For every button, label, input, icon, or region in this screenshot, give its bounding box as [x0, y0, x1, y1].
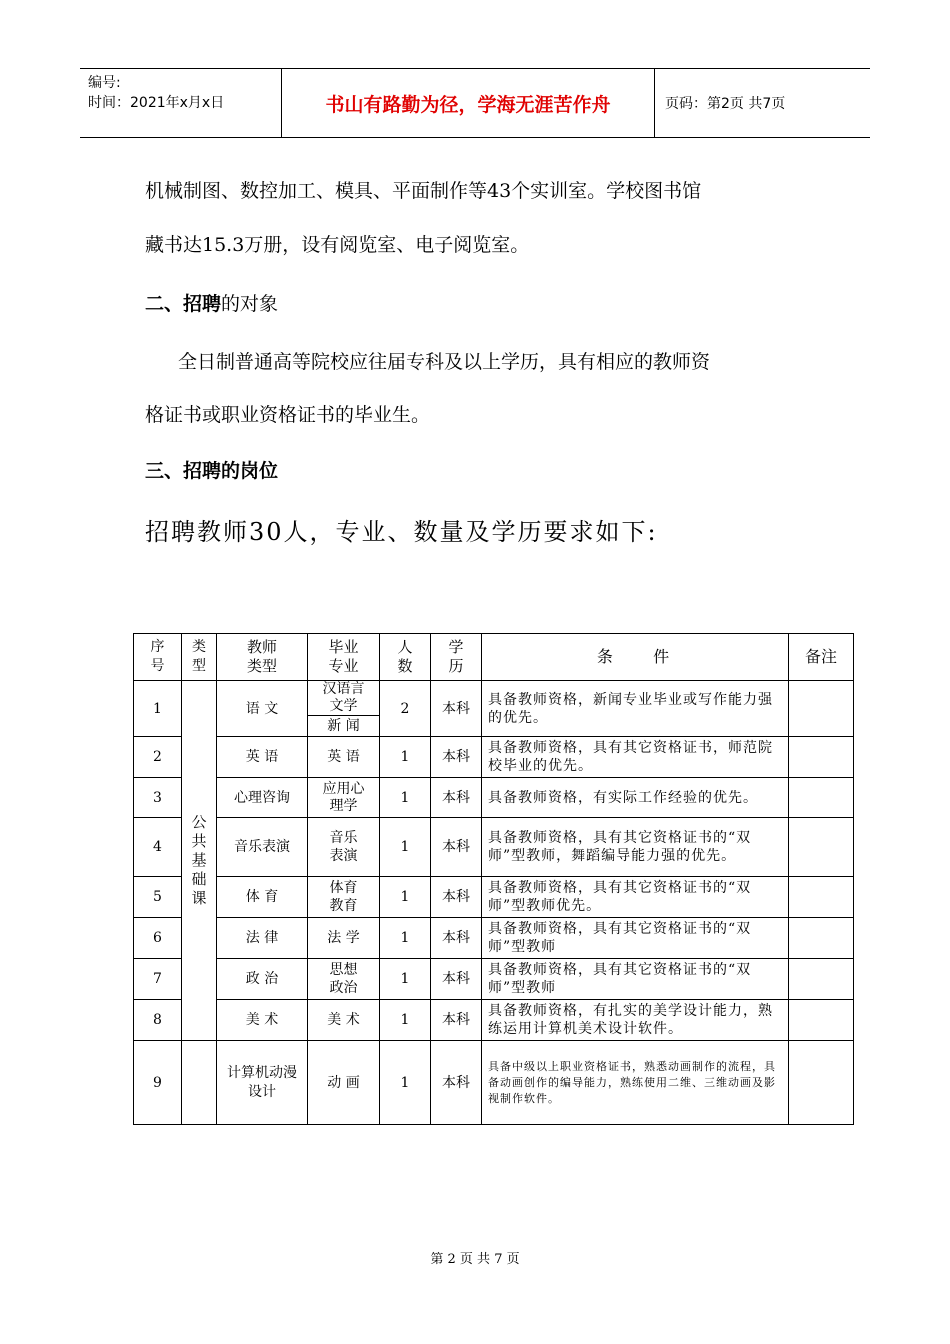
table-header-row — [134, 634, 854, 681]
row-7-condition: 具备教师资格，具有其它资格证书的“双师”型教师 — [482, 959, 789, 1000]
section-heading-2-bold: 二、招聘 — [145, 293, 222, 315]
table-row — [134, 681, 854, 716]
row-2-seq: 2 — [134, 737, 182, 778]
row-9-count: 1 — [380, 1041, 431, 1125]
row-8-condition: 具备教师资格，有扎实的美学设计能力，熟练运用计算机美术设计软件。 — [482, 1000, 789, 1041]
row-1-seq: 1 — [134, 681, 182, 737]
table-row — [134, 1041, 854, 1125]
row-8-degree: 本科 — [431, 1000, 482, 1041]
row-3-seq: 3 — [134, 778, 182, 818]
row-3-note — [789, 778, 854, 818]
header-meta — [80, 69, 282, 137]
row-9-degree: 本科 — [431, 1041, 482, 1125]
time-label: 时间：2021年x月x日 — [88, 95, 225, 111]
row-4-degree: 本科 — [431, 818, 482, 877]
row-8-major: 美 术 — [308, 1000, 380, 1041]
row-7-degree: 本科 — [431, 959, 482, 1000]
row-7-count: 1 — [380, 959, 431, 1000]
row-3-degree: 本科 — [431, 778, 482, 818]
row-9-note — [789, 1041, 854, 1125]
header-count: 人数 — [380, 634, 431, 681]
row-4-teacher-type: 音乐表演 — [217, 818, 308, 877]
number-label: 编号: — [88, 75, 121, 91]
header-major: 毕业专业 — [308, 634, 380, 681]
table-row — [134, 918, 854, 959]
row-2-teacher-type: 英 语 — [217, 737, 308, 778]
table-row — [134, 877, 854, 918]
row-9-seq: 9 — [134, 1041, 182, 1125]
body-line-1: 机械制图、数控加工、模具、平面制作等43个实训室。学校图书馆 — [145, 180, 702, 202]
row-5-condition: 具备教师资格，具有其它资格证书的“双师”型教师优先。 — [482, 877, 789, 918]
table-row — [134, 737, 854, 778]
row-7-note — [789, 959, 854, 1000]
row-1-major-2: 新 闻 — [308, 716, 380, 737]
table-row — [134, 959, 854, 1000]
row-4-seq: 4 — [134, 818, 182, 877]
row-3-condition: 具备教师资格，有实际工作经验的优先。 — [482, 778, 789, 818]
row-8-note — [789, 1000, 854, 1041]
body-line-2: 藏书达15.3万册，设有阅览室、电子阅览室。 — [145, 234, 530, 256]
row-3-teacher-type: 心理咨询 — [217, 778, 308, 818]
row-2-note — [789, 737, 854, 778]
header-type: 类型 — [182, 634, 217, 681]
section-heading-2 — [145, 289, 278, 316]
header-note: 备注 — [789, 634, 854, 681]
row-3-major: 应用心理学 — [308, 778, 380, 818]
header-degree: 学历 — [431, 634, 482, 681]
row-1-count: 2 — [380, 681, 431, 737]
row-6-teacher-type: 法 律 — [217, 918, 308, 959]
row-5-count: 1 — [380, 877, 431, 918]
row-1-degree: 本科 — [431, 681, 482, 737]
row-4-major: 音乐表演 — [308, 818, 380, 877]
row-2-count: 1 — [380, 737, 431, 778]
row-5-teacher-type: 体 育 — [217, 877, 308, 918]
row-4-condition: 具备教师资格，具有其它资格证书的“双师”型教师，舞蹈编导能力强的优先。 — [482, 818, 789, 877]
row-1-note — [789, 681, 854, 737]
row-4-note — [789, 818, 854, 877]
header-seq: 序号 — [134, 634, 182, 681]
section-heading-3 — [145, 456, 278, 483]
positions-table — [133, 633, 854, 1125]
row-2-degree: 本科 — [431, 737, 482, 778]
row-1-teacher-type: 语 文 — [217, 681, 308, 737]
row-9-condition: 具备中级以上职业资格证书，熟悉动画制作的流程，具备动画创作的编导能力，熟练使用二维、三维动画及影视制作软件。 — [482, 1041, 789, 1125]
row-5-note — [789, 877, 854, 918]
row-1-condition: 具备教师资格，新闻专业毕业或写作能力强的优先。 — [482, 681, 789, 737]
section-heading-2-rest: 的对象 — [221, 293, 279, 315]
header-teacher-type: 教师类型 — [217, 634, 308, 681]
row-6-degree: 本科 — [431, 918, 482, 959]
row-8-teacher-type: 美 术 — [217, 1000, 308, 1041]
row-6-condition: 具备教师资格，具有其它资格证书的“双师”型教师 — [482, 918, 789, 959]
header-motto: 书山有路勤为径，学海无涯苦作舟 — [282, 69, 655, 137]
row-5-major: 体育教育 — [308, 877, 380, 918]
table-row — [134, 1000, 854, 1041]
row-9-major: 动 画 — [308, 1041, 380, 1125]
row-6-count: 1 — [380, 918, 431, 959]
header-page-number: 页码：第2页 共7页 — [665, 96, 786, 112]
row-8-seq: 8 — [134, 1000, 182, 1041]
row-6-seq: 6 — [134, 918, 182, 959]
header-condition: 条 件 — [482, 634, 789, 681]
row-2-major: 英 语 — [308, 737, 380, 778]
page-header — [80, 68, 870, 138]
row-6-major: 法 学 — [308, 918, 380, 959]
recruit-summary: 招聘教师30人，专业、数量及学历要求如下: — [145, 518, 658, 546]
page-footer: 第 2 页 共 7 页 — [430, 1252, 520, 1267]
row-4-count: 1 — [380, 818, 431, 877]
para-2-line-2: 格证书或职业资格证书的毕业生。 — [145, 404, 431, 426]
table-row — [134, 778, 854, 818]
table-row — [134, 818, 854, 877]
category-public: 公共基础课 — [182, 681, 217, 1041]
row-9-type — [182, 1041, 217, 1125]
row-6-note — [789, 918, 854, 959]
section-heading-3-text: 三、招聘的岗位 — [145, 460, 279, 482]
row-8-count: 1 — [380, 1000, 431, 1041]
row-7-major: 思想政治 — [308, 959, 380, 1000]
row-7-seq: 7 — [134, 959, 182, 1000]
row-5-degree: 本科 — [431, 877, 482, 918]
row-2-condition: 具备教师资格，具有其它资格证书，师范院校毕业的优先。 — [482, 737, 789, 778]
para-2-line-1: 全日制普通高等院校应往届专科及以上学历，具有相应的教师资 — [178, 351, 711, 373]
row-1-major: 汉语言文学 — [308, 681, 380, 716]
row-7-teacher-type: 政 治 — [217, 959, 308, 1000]
row-9-teacher-type: 计算机动漫设计 — [217, 1041, 308, 1125]
row-5-seq: 5 — [134, 877, 182, 918]
row-3-count: 1 — [380, 778, 431, 818]
